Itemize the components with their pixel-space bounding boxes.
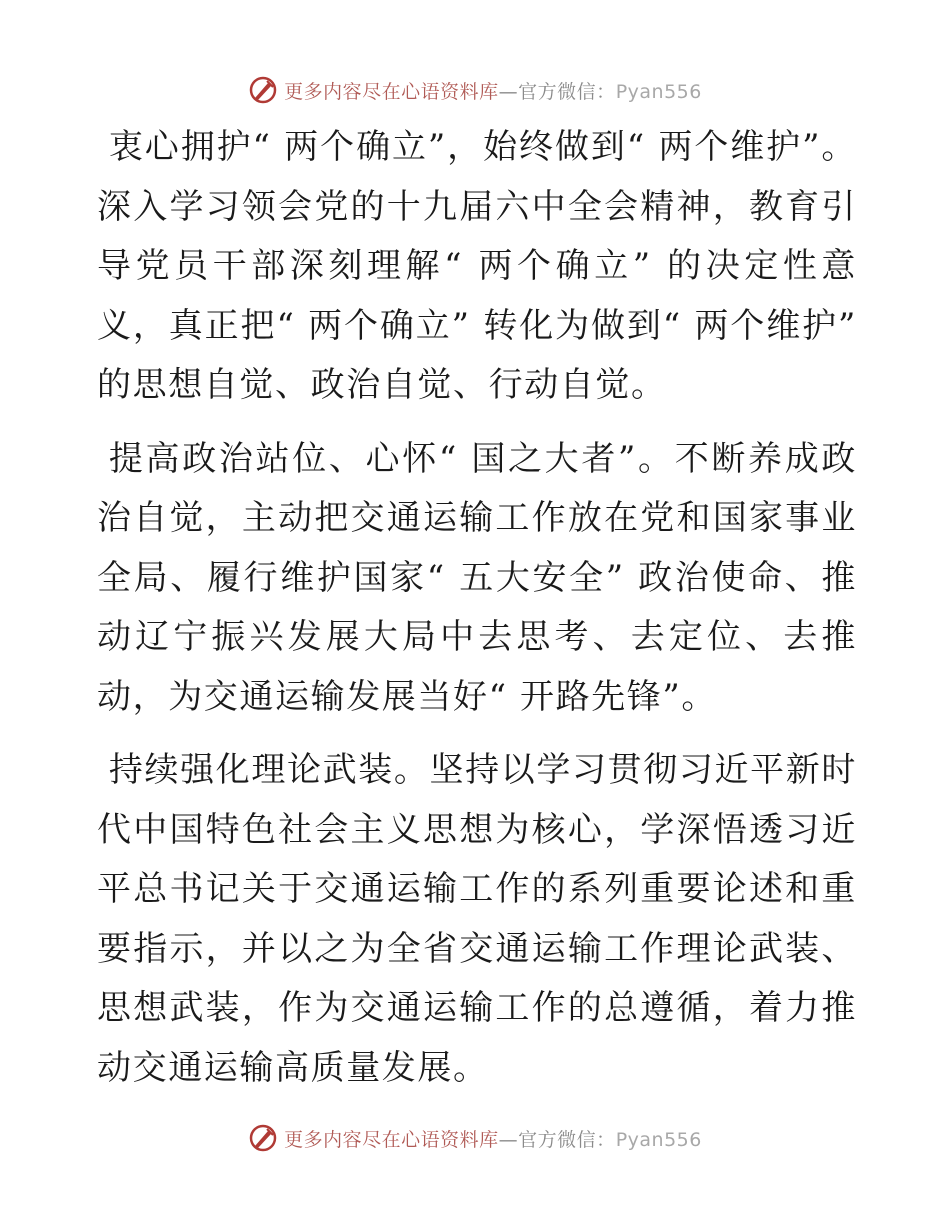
- red-quill-seal-icon: [248, 1123, 278, 1153]
- red-quill-seal-icon: [248, 75, 278, 105]
- watermark-text: [284, 77, 702, 104]
- watermark-brand: 更多内容尽在心语资料库: [284, 1128, 499, 1151]
- watermark-official: —官方微信：: [498, 1128, 616, 1151]
- header-watermark: [0, 70, 950, 110]
- watermark-text: [284, 1125, 702, 1152]
- watermark-brand: 更多内容尽在心语资料库: [284, 80, 499, 103]
- paragraph-3: 持续强化理论武装。坚持以学习贯彻习近平新时代中国特色社会主义思想为核心，学深悟透习近平总书记关于交通运输工作的系列重要论述和重要指示，并以之为全省交通运输工作理论武装、思想武装，作为交通运输工作的总遵循，着力推动交通运输高质量发展。: [97, 750, 857, 1088]
- paragraph-2: 提高政治站位、心怀“ 国之大者”。不断养成政治自觉，主动把交通运输工作放在党和国家事业全局、履行维护国家“ 五大安全” 政治使命、推动辽宁振兴发展大局中去思考、去定位、去推动，为交通运输发展当好“ 开路先锋”。: [97, 438, 857, 717]
- watermark-official: —官方微信：: [498, 80, 616, 103]
- paragraph-1: 衷心拥护“ 两个确立”，始终做到“ 两个维护”。深入学习领会党的十九届六中全会精神，教育引导党员干部深刻理解“ 两个确立” 的决定性意义，真正把“ 两个确立” 转化为做到“ 两个维护” 的思想自觉、政治自觉、行动自觉。: [97, 127, 857, 405]
- document-body: [97, 118, 857, 1112]
- watermark-wechat-id: Pyan556: [615, 80, 702, 103]
- footer-watermark: [0, 1118, 950, 1158]
- watermark-wechat-id: Pyan556: [615, 1128, 702, 1151]
